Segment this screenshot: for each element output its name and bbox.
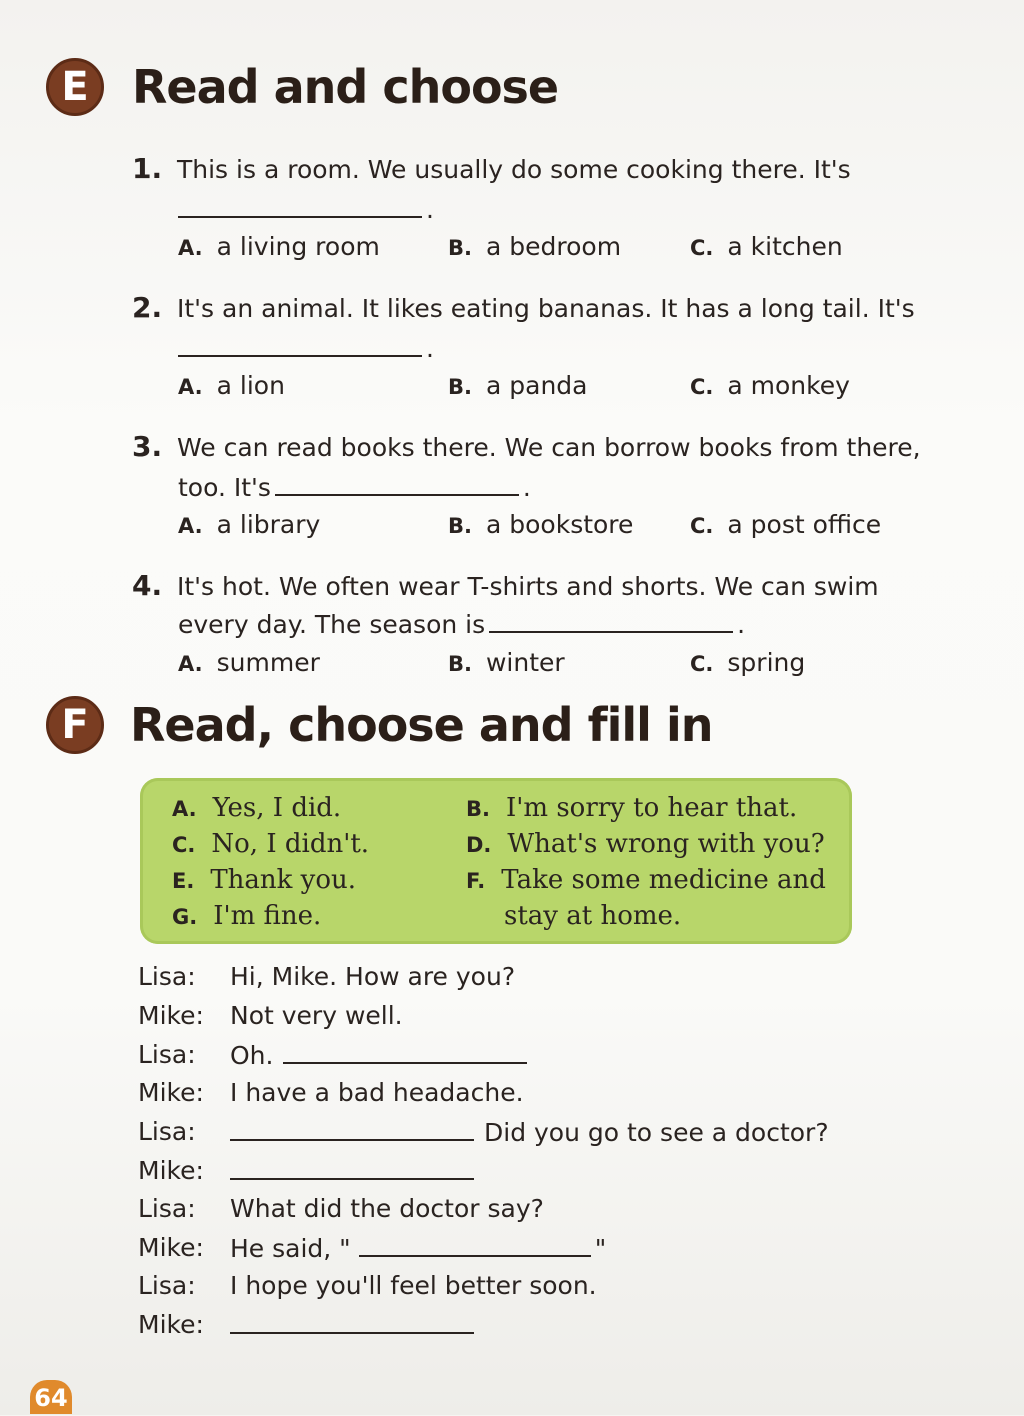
question-1-option-a[interactable]: A. a living room xyxy=(178,232,380,261)
question-3-option-c[interactable]: C. a post office xyxy=(690,510,882,539)
dialogue-blank-1[interactable] xyxy=(283,1036,527,1064)
dialogue-speaker: Lisa: xyxy=(138,962,196,991)
dialogue-speaker: Lisa: xyxy=(138,1194,196,1223)
question-2-option-a[interactable]: A. a lion xyxy=(178,371,285,400)
question-4-option-c[interactable]: C. spring xyxy=(690,648,806,677)
question-2-option-c[interactable]: C. a monkey xyxy=(690,371,850,400)
dialogue-line: He said, " " xyxy=(230,1229,606,1268)
choices-box xyxy=(140,778,852,944)
question-2-option-b[interactable]: B. a panda xyxy=(448,371,588,400)
dialogue-blank-5[interactable] xyxy=(230,1306,474,1334)
dialogue-line: Oh. xyxy=(230,1036,531,1075)
question-2-answer-line: . xyxy=(178,329,434,368)
question-3-number: 3. xyxy=(132,430,163,463)
section-f-title: Read, choose and fill in xyxy=(130,698,713,752)
dialogue-speaker: Lisa: xyxy=(138,1271,196,1300)
section-f-header xyxy=(46,696,712,754)
choice-e: E. Thank you. xyxy=(172,865,357,895)
question-4 xyxy=(132,567,879,606)
question-1-option-c[interactable]: C. a kitchen xyxy=(690,232,843,261)
question-2-number: 2. xyxy=(132,291,163,324)
dialogue-line: I hope you'll feel better soon. xyxy=(230,1271,597,1300)
section-e-title: Read and choose xyxy=(132,60,559,114)
question-4-number: 4. xyxy=(132,569,163,602)
choice-c: C. No, I didn't. xyxy=(172,829,370,859)
dialogue-blank-2[interactable] xyxy=(230,1113,474,1141)
question-2-blank[interactable] xyxy=(178,329,422,357)
section-e-header xyxy=(46,58,558,116)
section-f-badge: F xyxy=(46,696,104,754)
dialogue-line: What did the doctor say? xyxy=(230,1194,544,1223)
question-3 xyxy=(132,428,921,467)
question-2 xyxy=(132,289,915,328)
dialogue-line: I have a bad headache. xyxy=(230,1078,524,1107)
choice-b: B. I'm sorry to hear that. xyxy=(466,793,798,823)
dialogue-line xyxy=(230,1306,478,1345)
page-number: 64 xyxy=(30,1380,72,1414)
dialogue-speaker: Mike: xyxy=(138,1310,204,1339)
dialogue-speaker: Lisa: xyxy=(138,1040,196,1069)
dialogue-line: Did you go to see a doctor? xyxy=(230,1113,829,1152)
question-1 xyxy=(132,150,851,189)
question-4-answer-line: every day. The season is . xyxy=(178,605,745,644)
dialogue-speaker: Mike: xyxy=(138,1001,204,1030)
question-1-number: 1. xyxy=(132,152,163,185)
question-3-option-a[interactable]: A. a library xyxy=(178,510,321,539)
question-2-text: It's an animal. It likes eating bananas. It has a long tail. It's xyxy=(177,294,915,323)
choice-g: G. I'm fine. xyxy=(172,901,322,931)
question-1-answer-line: . xyxy=(178,190,434,229)
question-3-text: We can read books there. We can borrow books from there, xyxy=(177,433,921,462)
choice-a: A. Yes, I did. xyxy=(172,793,342,823)
choice-f: F. Take some medicine and xyxy=(466,865,826,895)
choice-d: D. What's wrong with you? xyxy=(466,829,825,859)
question-4-option-a[interactable]: A. summer xyxy=(178,648,320,677)
dialogue-speaker: Lisa: xyxy=(138,1117,196,1146)
question-4-option-b[interactable]: B. winter xyxy=(448,648,565,677)
dialogue-speaker: Mike: xyxy=(138,1156,204,1185)
dialogue-line xyxy=(230,1152,478,1191)
choice-f-continued: stay at home. xyxy=(504,901,682,931)
dialogue-speaker: Mike: xyxy=(138,1233,204,1262)
dialogue-line: Hi, Mike. How are you? xyxy=(230,962,516,991)
dialogue-speaker: Mike: xyxy=(138,1078,204,1107)
question-3-option-b[interactable]: B. a bookstore xyxy=(448,510,634,539)
section-e-badge: E xyxy=(46,58,104,116)
question-1-text: This is a room. We usually do some cooking there. It's xyxy=(177,155,851,184)
question-1-option-b[interactable]: B. a bedroom xyxy=(448,232,622,261)
dialogue-blank-4[interactable] xyxy=(359,1229,591,1257)
question-3-answer-line: too. It's . xyxy=(178,468,531,507)
dialogue-line: Not very well. xyxy=(230,1001,403,1030)
question-4-text: It's hot. We often wear T-shirts and shorts. We can swim xyxy=(177,572,879,601)
question-1-blank[interactable] xyxy=(178,190,422,218)
question-4-blank[interactable] xyxy=(489,605,733,633)
question-3-blank[interactable] xyxy=(275,468,519,496)
dialogue-blank-3[interactable] xyxy=(230,1152,474,1180)
